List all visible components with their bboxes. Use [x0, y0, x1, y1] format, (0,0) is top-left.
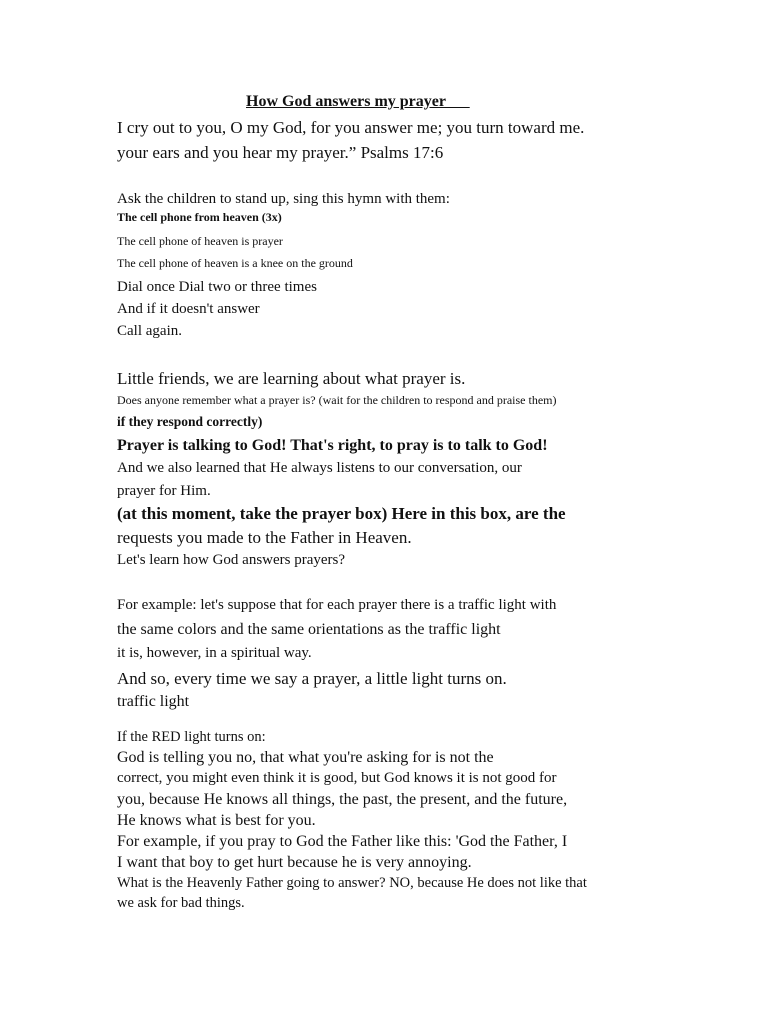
body-line: I want that boy to get hurt because he is very annoying. [117, 854, 472, 871]
body-line: What is the Heavenly Father going to answer? NO, because He does not like that [117, 875, 587, 891]
body-line: correct, you might even think it is good, but God knows it is not good for [117, 770, 557, 786]
body-line: For example, if you pray to God the Father like this: 'God the Father, I [117, 833, 568, 850]
verse-line-1: I cry out to you, O my God, for you answer me; you turn toward me. [117, 118, 585, 137]
hymn-title: The cell phone from heaven (3x) [117, 210, 282, 224]
body-line: If the RED light turns on: [117, 729, 266, 745]
body-line: we ask for bad things. [117, 895, 245, 911]
body-line: Little friends, we are learning about what prayer is. [117, 369, 466, 388]
body-line: Let's learn how God answers prayers? [117, 552, 346, 568]
hymn-line-1: The cell phone of heaven is prayer [117, 234, 283, 248]
body-line: God is telling you no, that what you're asking for is not the [117, 749, 494, 766]
body-line: prayer for Him. [117, 483, 211, 499]
hymn-line-3: Dial once Dial two or three times [117, 279, 317, 295]
hymn-line-4: And if it doesn't answer [117, 301, 260, 317]
document-title: How God answers my prayer [246, 93, 470, 110]
body-line: if they respond correctly) [117, 414, 263, 429]
body-line: the same colors and the same orientations as the traffic light [117, 621, 501, 638]
instruction-line: Ask the children to stand up, sing this hymn with them: [117, 191, 450, 207]
body-line: For example: let's suppose that for each prayer there is a traffic light with [117, 597, 557, 613]
verse-line-2: your ears and you hear my prayer.” Psalms 17:6 [117, 143, 444, 162]
body-line: And we also learned that He always listens to our conversation, our [117, 460, 522, 476]
body-line: And so, every time we say a prayer, a little light turns on. [117, 669, 507, 688]
body-line: He knows what is best for you. [117, 812, 316, 829]
hymn-line-2: The cell phone of heaven is a knee on the ground [117, 256, 353, 270]
body-line: (at this moment, take the prayer box) Here in this box, are the [117, 504, 566, 523]
hymn-line-5: Call again. [117, 323, 182, 339]
body-line: traffic light [117, 693, 190, 710]
body-line: Does anyone remember what a prayer is? (wait for the children to respond and praise them) [117, 393, 557, 407]
body-line: you, because He knows all things, the past, the present, and the future, [117, 791, 568, 808]
body-line: requests you made to the Father in Heaven. [117, 528, 412, 547]
body-line: Prayer is talking to God! That's right, to pray is to talk to God! [117, 437, 548, 454]
body-line: it is, however, in a spiritual way. [117, 645, 312, 661]
